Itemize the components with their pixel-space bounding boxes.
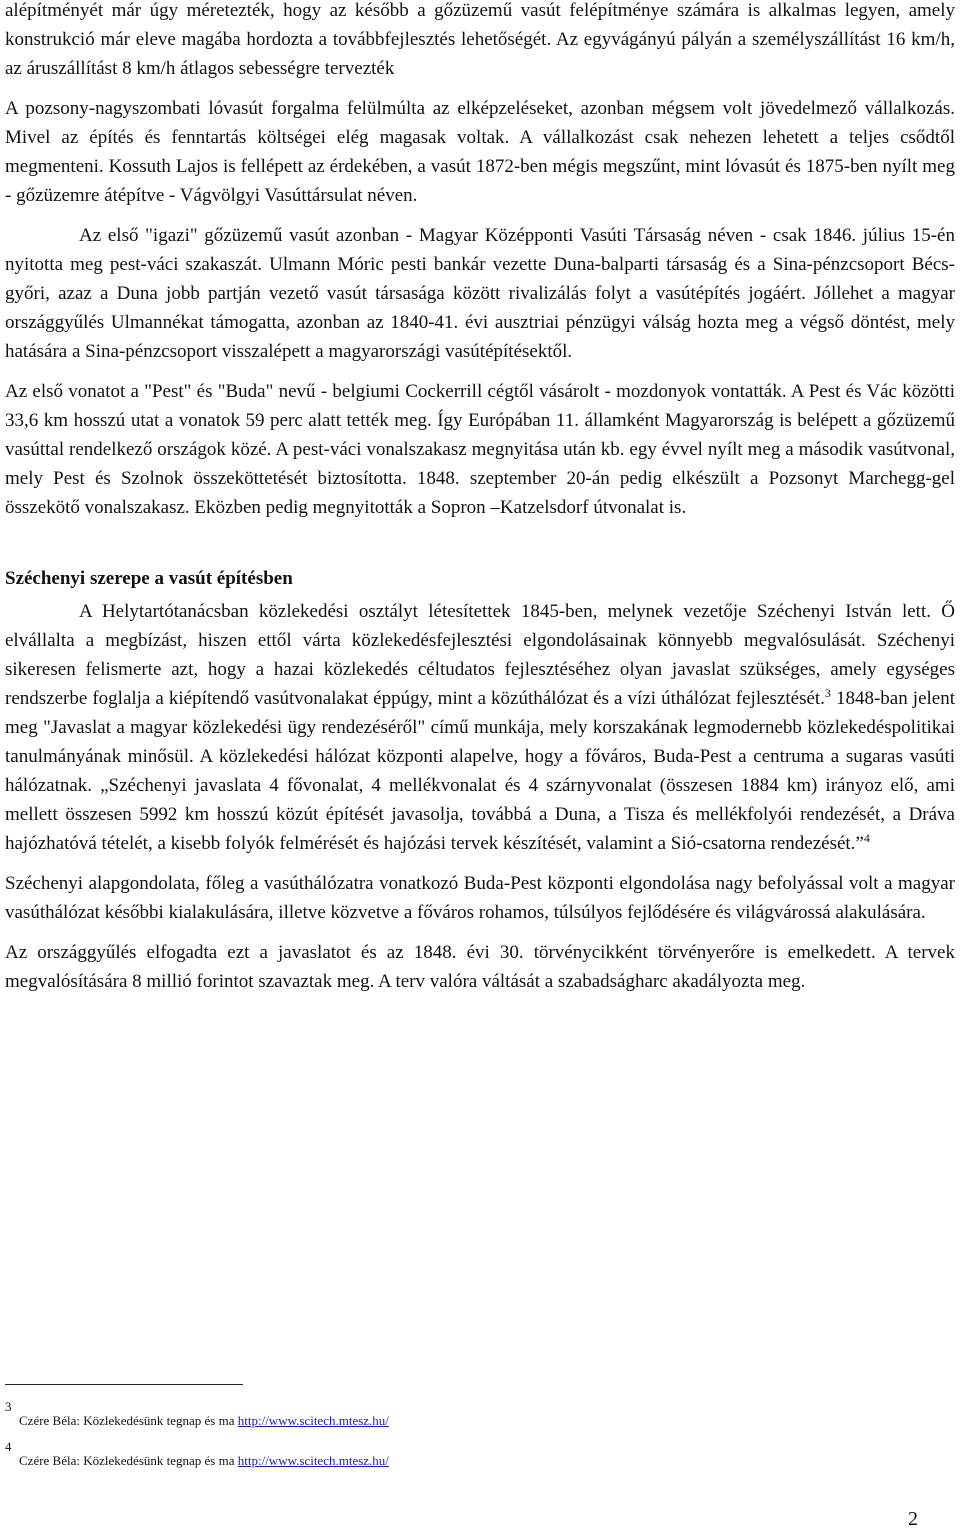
page-number: 2 (908, 1508, 918, 1530)
paragraph: A pozsony-nagyszombati lóvasút forgalma felülmúlta az elképzeléseket, azonban mégsem volt jövedelmező vállalkozás. Mivel az építés és fenntartás költségei elég magasak voltak. A vállalkozást csak nehezen lehetett a teljes csődtől megmenteni. Kossuth Lajos is fellépett az érdekében, a vasút 1872-ben mégis megszűnt, mint lóvasút és 1875-ben nyílt meg - gőzüzemre átépítve - Vágvölgyi Vasúttársulat néven. (5, 98, 955, 206)
footnote-ref[interactable]: 4 (863, 831, 870, 845)
paragraph: alépítményét már úgy méretezték, hogy az később a gőzüzemű vasút felépítménye számára is alkalmas legyen, amely konstrukció már eleve magába hordozta a továbbfejlesztés lehetőségét. Az egyvágányú pályán a személyszállítást 16 km/h, az áruszállítást 8 km/h átlagos sebességre tervezték (5, 0, 955, 79)
paragraph-text: 1848-ban jelent meg "Javaslat a magyar közlekedési ügy rendezéséről" című munkája, mely korszakának legmodernebb közlekedéspolitikai tanulmányának minősül. A közlekedési hálózat központi alapelve, hogy a főváros, Buda-Pest a centruma a sugaras vasúti hálózatnak. „Széchenyi javaslata 4 fővonalat, 4 mellékvonalat és 4 szárnyvonalat (összesen 1884 km) irányoz elő, ami mellett összesen 5992 km hosszú közút építését javasolja, továbbá a Duna, a Tisza és mellékfolyói rendezését, a Dráva hajózhatóvá tételét, a kisebb folyók felmérését és hajózási tervek készítését, valamint a Sió-csatorna rendezését.” (5, 688, 955, 854)
footnote-link[interactable]: http://www.scitech.mtesz.hu/ (237, 1413, 389, 1428)
footnote-ref[interactable]: 3 (824, 686, 831, 700)
footnote (5, 1399, 605, 1439)
footnote-number: 4 (5, 1439, 12, 1454)
paragraph: Az első "igazi" gőzüzemű vasút azonban - Magyar Középponti Vasúti Társaság néven - csak 1846. július 15-én nyitotta meg pest-váci szakaszát. Ulmann Móric pesti bankár vezette Duna-balparti társaság és a Sina-pénzcsoport Bécs-győri, azaz a Duna jobb partján vezető vasút társasága között rivalizálás folyt a vasútépítés jogáért. Jóllehet a magyar országgyűlés Ulmannékat támogatta, azonban az 1840-41. évi ausztriai pénzügyi válság hozta meg a végső döntést, mely hatására a Sina-pénzcsoport visszalépett a magyarországi vasútépítésektől. (5, 225, 955, 362)
section-heading: Széchenyi szerepe a vasút építésben (5, 568, 293, 589)
document-body (5, 0, 955, 1007)
footnote (5, 1439, 605, 1479)
paragraph (5, 597, 955, 858)
footnote-text (19, 1413, 389, 1429)
footnote-divider (5, 1384, 243, 1385)
paragraph: Széchenyi alapgondolata, főleg a vasúthálózatra vonatkozó Buda-Pest központi elgondolása nagy befolyással volt a magyar vasúthálózat későbbi kialakulására, illetve közvetve a főváros rohamos, túlsúlyos fejlődésére és világvárossá alakulására. (5, 873, 955, 923)
footnotes (5, 1384, 605, 1479)
footnote-citation: Czére Béla: Közlekedésünk tegnap és ma (19, 1453, 238, 1468)
paragraph: Az első vonatot a "Pest" és "Buda" nevű - belgiumi Cockerrill cégtől vásárolt - mozdonyok vontatták. A Pest és Vác közötti 33,6 km hosszú utat a vonatok 59 perc alatt tették meg. Így Európában 11. államként Magyarország is belépett a gőzüzemű vasúttal rendelkező országok közé. A pest-váci vonalszakasz megnyitása után kb. egy évvel nyílt meg a második vasútvonal, mely Pest és Szolnok összeköttetését biztosította. 1848. szeptember 20-án pedig elkészült a Pozsonyt Marchegg-gel összekötő vonalszakasz. Eközben pedig megnyitották a Sopron –Katzelsdorf útvonalat is. (5, 381, 955, 518)
paragraph-text: A Helytartótanácsban közlekedési osztályt létesítettek 1845-ben, melynek vezetője Széchenyi István lett. Ő elvállalta a megbízást, hiszen ettől várta közlekedésfejlesztési elgondolásainak könnyebb megvalósulását. Széchenyi sikeresen felismerte azt, hogy a hazai közlekedés céltudatos fejlesztéséhez olyan javaslat szükséges, amely egységes rendszerbe foglalja a kiépítendő vasútvonalakat éppúgy, mint a közúthálózat és a vízi úthálózat fejlesztését. (5, 601, 955, 709)
footnote-link[interactable]: http://www.scitech.mtesz.hu/ (237, 1453, 389, 1468)
footnote-text (19, 1453, 389, 1469)
paragraph: Az országgyűlés elfogadta ezt a javaslatot és az 1848. évi 30. törvénycikként törvényerőre is emelkedett. A tervek megvalósítására 8 millió forintot szavaztak meg. A terv valóra váltását a szabadságharc akadályozta meg. (5, 942, 955, 992)
footnote-citation: Czére Béla: Közlekedésünk tegnap és ma (19, 1413, 238, 1428)
footnote-number: 3 (5, 1399, 12, 1414)
